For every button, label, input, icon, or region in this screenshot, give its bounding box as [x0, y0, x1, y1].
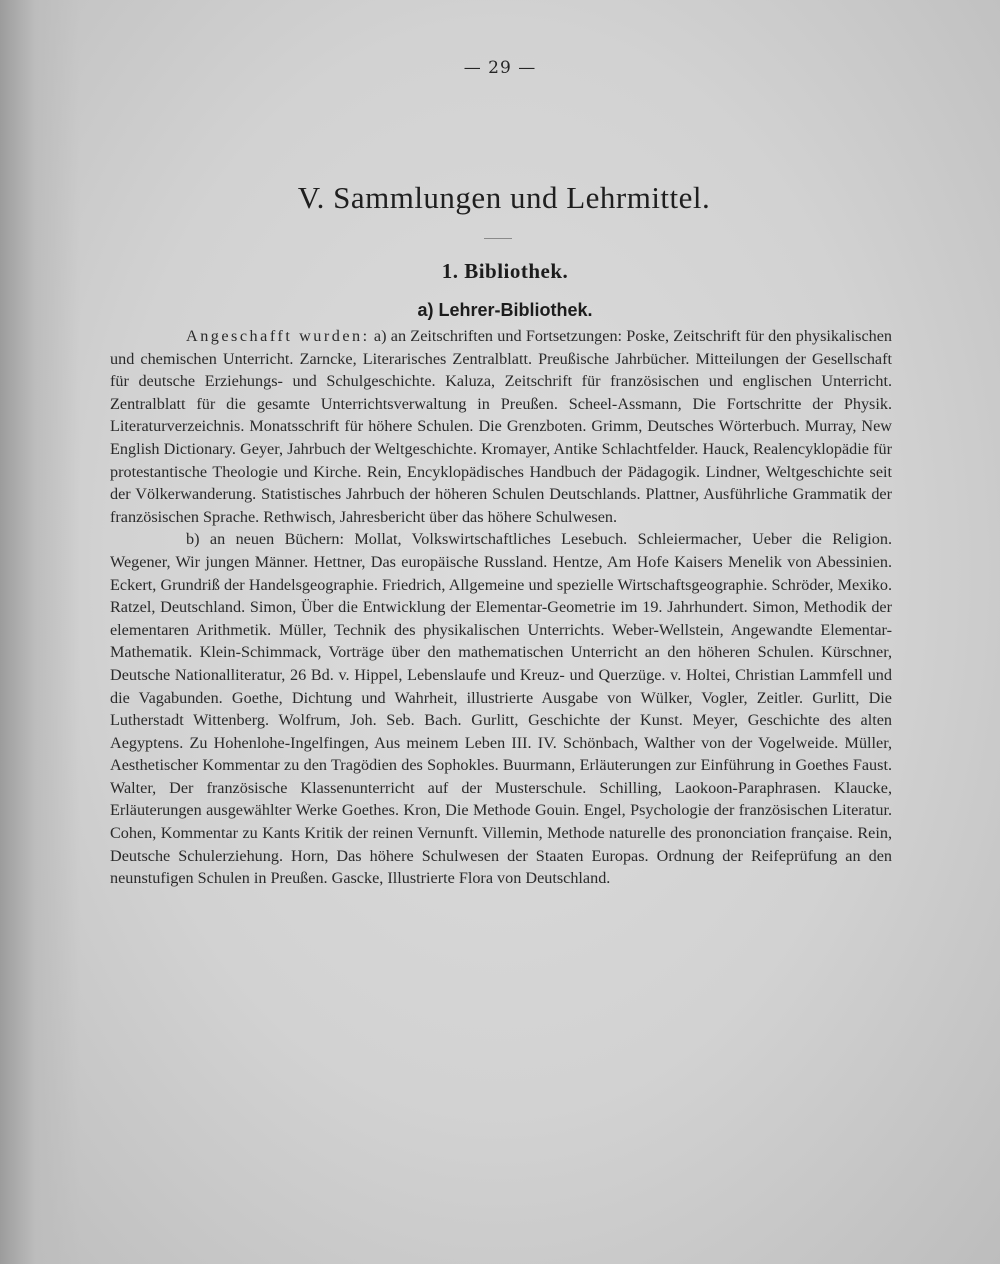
paragraph-periodicals [110, 325, 892, 528]
section-title: 1. Bibliothek. [441, 259, 569, 283]
title-divider [484, 238, 512, 239]
chapter-title: V. Sammlungen und Lehrmittel. [297, 180, 711, 215]
subsection-title: a) Lehrer-Bibliothek. [417, 300, 593, 320]
body-text [110, 325, 892, 890]
paragraph-new-books: b) an neuen Büchern: Mollat, Volkswirtschaftliches Lesebuch. Schleiermacher, Ueber die Religion. Wegener, Wir jungen Männer. Hettner, Das europäische Russland. Hentze, Am Hofe Kaisers Menelik von Abessinien. Eckert, Grundriß der Handelsgeographie. Friedrich, Allgemeine und spezielle Wirtschaftsgeographie. Schröder, Mexiko. Ratzel, Deutschland. Simon, Über die Entwicklung der Elementar-Geometrie im 19. Jahrhundert. Simon, Methodik der elementaren Arithmetik. Müller, Technik des physikalischen Unterrichts. Weber-Wellstein, Angewandte Elementar-Mathematik. Klein-Schimmack, Vorträge über den mathematischen Unterricht an den höheren Schulen. Kürschner, Deutsche Nationalliteratur, 26 Bd. v. Hippel, Lebenslaufe und Kreuz- und Querzüge. v. Holtei, Christian Lammfell und die Vagabunden. Goethe, Dichtung und Wahrheit, illustrierte Ausgabe von Wülker, Vogler, Zeitler. Gurlitt, Die Lutherstadt Wittenberg. Wolfrum, Joh. Seb. Bach. Gurlitt, Geschichte der Kunst. Meyer, Geschichte des alten Aegyptens. Zu Hohenlohe-Ingelfingen, Aus meinem Leben III. IV. Schönbach, Walther von der Vogelweide. Müller, Aesthetischer Kommentar zu den Tragödien des Sophokles. Buurmann, Erläuterungen zur Einführung in Goethes Faust. Walter, Der französische Klassenunterricht auf der Musterschule. Schilling, Laokoon-Paraphrasen. Klaucke, Erläuterungen ausgewählter Werke Goethes. Kron, Die Methode Gouin. Engel, Psychologie der französischen Literatur. Cohen, Kommentar zu Kants Kritik der reinen Vernunft. Villemin, Methode naturelle des prononciation française. Rein, Deutsche Schulerziehung. Horn, Das höhere Schulwesen der Staaten Europas. Ordnung der Reifeprüfung an den neunstufigen Schulen in Preußen. Gascke, Illustrierte Flora von Deutschland. [110, 530, 892, 888]
page-number: — 29 — [463, 58, 537, 78]
paragraph-lead: Angeschafft wurden: [186, 327, 370, 345]
paragraph-periodicals-text: a) an Zeitschriften und Fortsetzungen: Poske, Zeitschrift für den physikalischen und chemischen Unterricht. Zarncke, Literarisches Zentralblatt. Preußische Jahrbücher. Mitteilungen der Gesellschaft für deutsche Erziehungs- und Schulgeschichte. Kaluza, Zeitschrift für französischen und englischen Unterricht. Zentralblatt für die gesamte Unterrichtsverwaltung in Preußen. Scheel-Assmann, Die Fortschritte der Physik. Literaturverzeichnis. Monatsschrift für höhere Schulen. Die Grenzboten. Grimm, Deutsches Wörterbuch. Murray, New English Dictionary. Geyer, Jahrbuch der Weltgeschichte. Kromayer, Antike Schlachtfelder. Hauck, Realencyklopädie für protestantische Theologie und Kirche. Rein, Encyklopädisches Handbuch der Pädagogik. Lindner, Weltgeschichte seit der Völkerwanderung. Statistisches Jahrbuch der höheren Schulen Deutschlands. Plattner, Ausführliche Grammatik der französischen Sprache. Rethwisch, Jahresbericht über das höhere Schulwesen. [110, 327, 892, 526]
